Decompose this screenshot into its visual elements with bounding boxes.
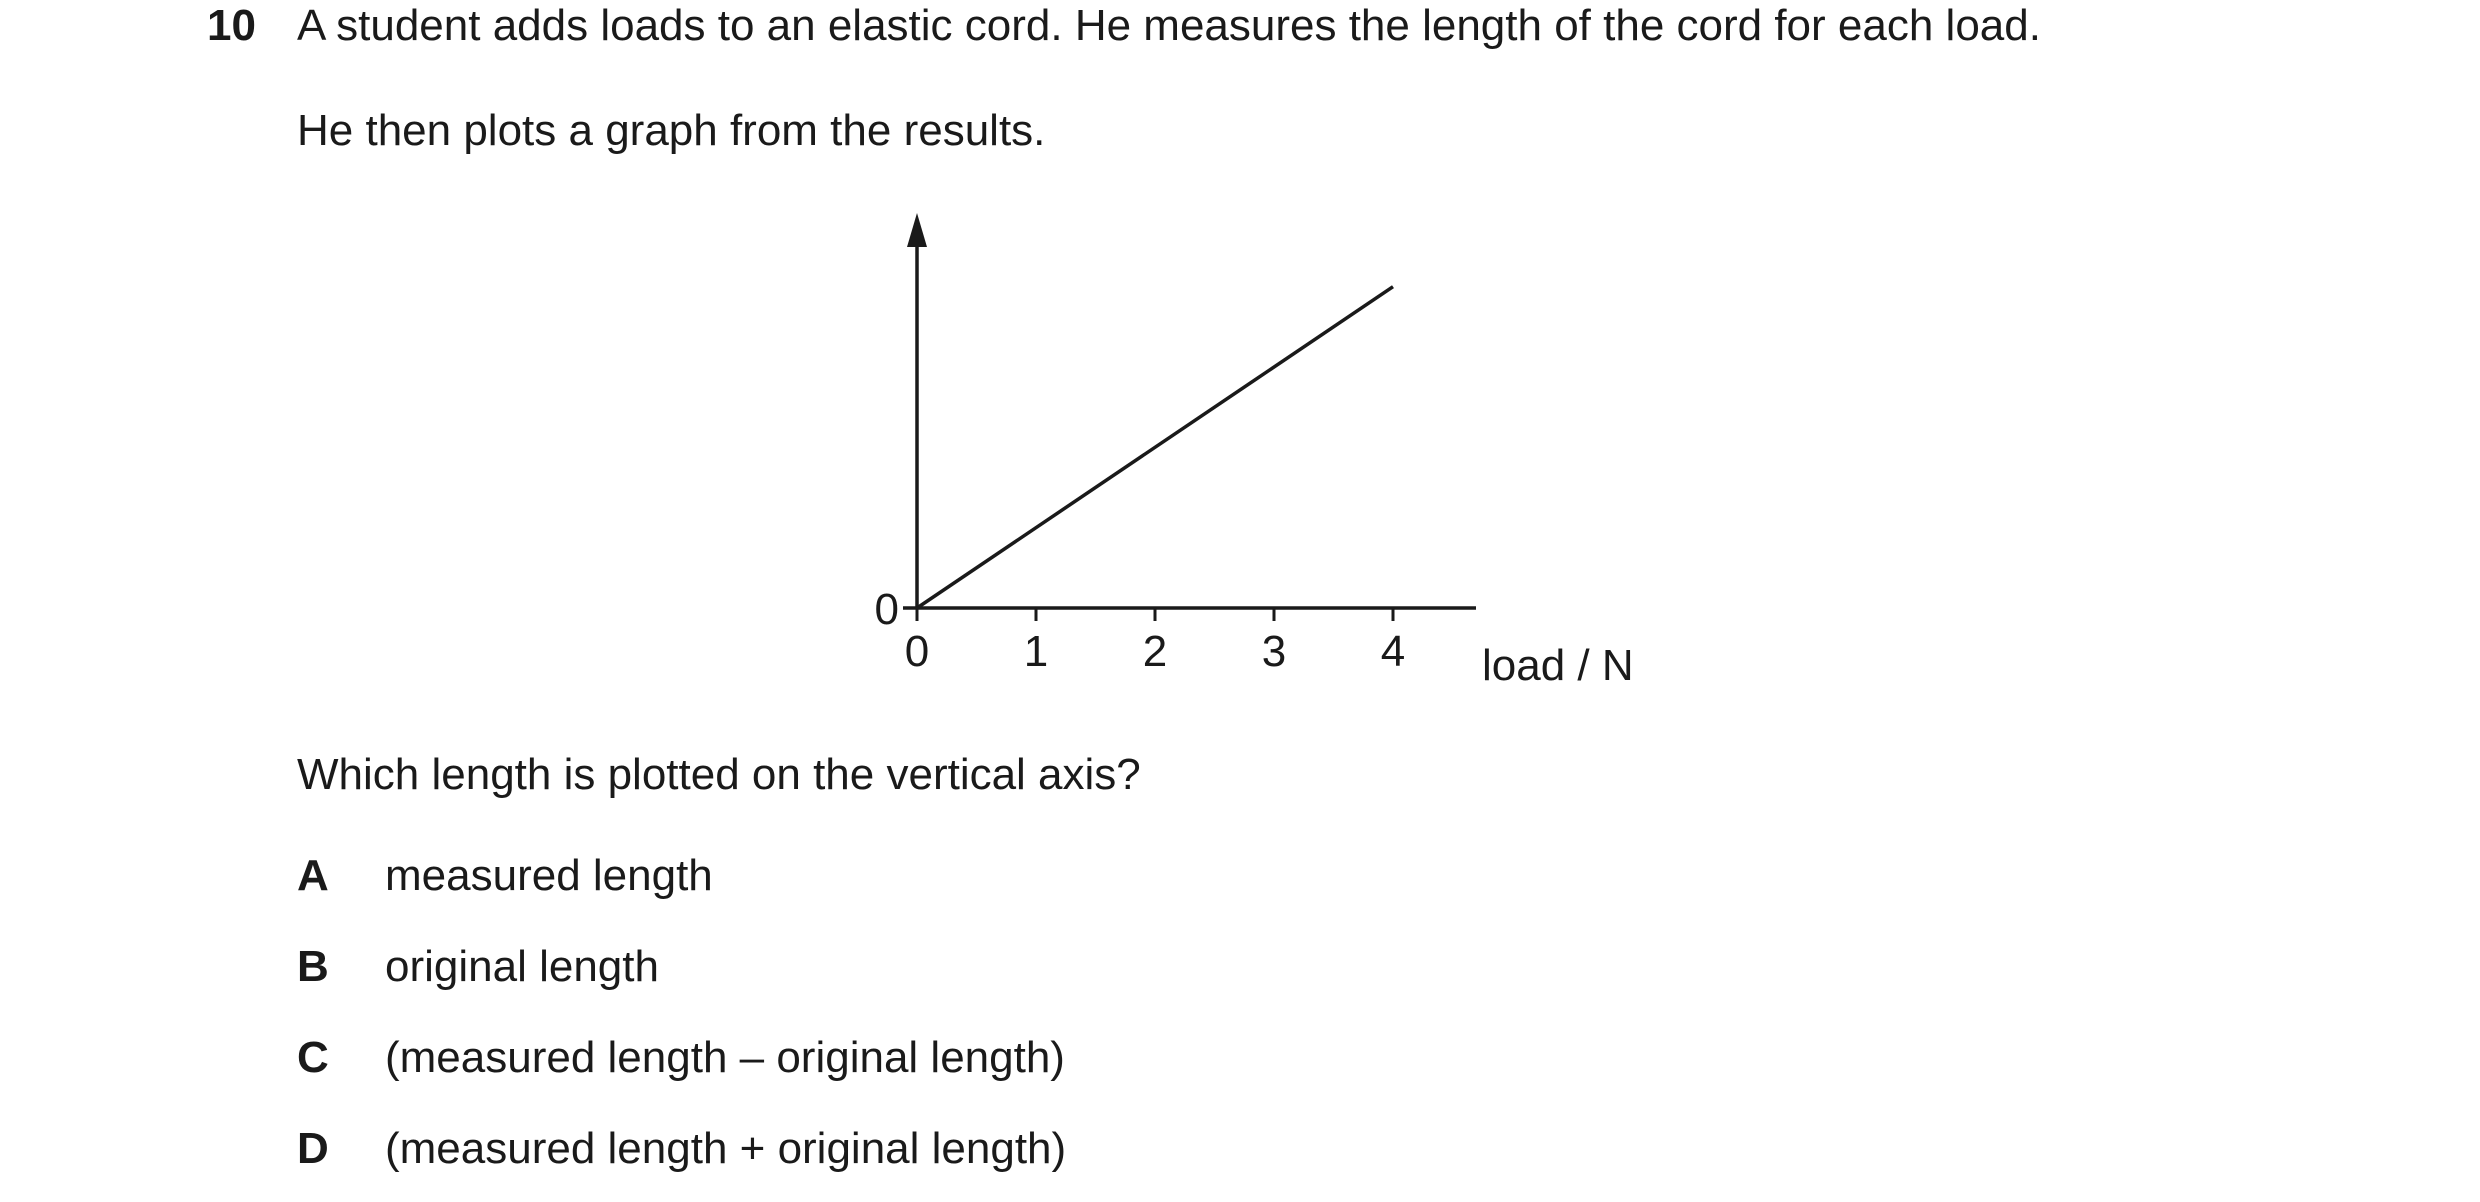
option-d-letter: D <box>297 1124 329 1173</box>
x-tick-label-3: 3 <box>1261 627 1287 676</box>
option-a-text: measured length <box>385 851 713 900</box>
question-intro-2: He then plots a graph from the results. <box>297 106 1046 155</box>
option-b-text: original length <box>385 942 659 991</box>
option-b-letter: B <box>297 942 329 991</box>
y-tick-label-0: 0 <box>874 585 899 634</box>
question-prompt: Which length is plotted on the vertical axis? <box>297 750 1141 799</box>
option-a-letter: A <box>297 851 329 900</box>
x-tick-label-0: 0 <box>904 627 930 676</box>
x-axis-label: load / N <box>1482 641 1634 690</box>
question-intro: A student adds loads to an elastic cord. He measures the length of the cord for each load. <box>297 1 2041 50</box>
data-line <box>917 287 1393 608</box>
x-tick-label-2: 2 <box>1142 627 1168 676</box>
y-axis-arrowhead <box>907 213 927 247</box>
option-c-letter: C <box>297 1033 329 1082</box>
x-tick-label-1: 1 <box>1023 627 1049 676</box>
option-d-text: (measured length + original length) <box>385 1124 1067 1173</box>
x-tick-label-4: 4 <box>1380 627 1406 676</box>
question-number: 10 <box>207 1 256 50</box>
option-c-text: (measured length – original length) <box>385 1033 1065 1082</box>
